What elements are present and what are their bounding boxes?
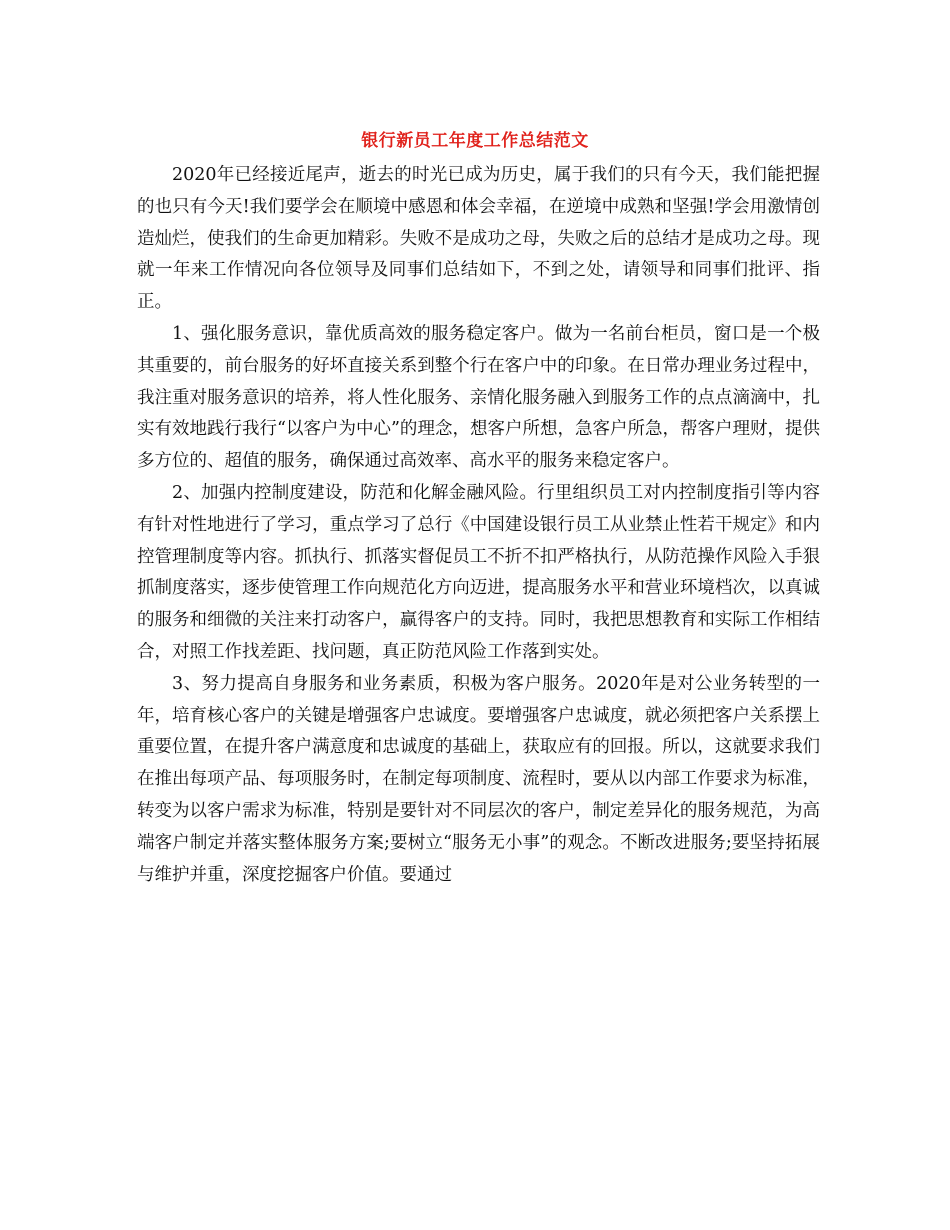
paragraph-section-1: 1、强化服务意识，靠优质高效的服务稳定客户。做为一名前台柜员，窗口是一个极其重要的，前台服务的好坏直接关系到整个行在客户中的印象。在日常办理业务过程中，我注重对服务意识的培养，将人性化服务、亲情化服务融入到服务工作的点点滴滴中，扎实有效地践行我行“以客户为中心”的理念，想客户所想，急客户所急，帮客户理财，提供多方位的、超值的服务，确保通过高效率、高水平的服务来稳定客户。 [137, 323, 820, 472]
document-title: 银行新员工年度工作总结范文 [361, 131, 589, 151]
paragraph-section-2: 2、加强内控制度建设，防范和化解金融风险。行里组织员工对内控制度指引等内容有针对性地进行了学习，重点学习了总行《中国建设银行员工从业禁止性若干规定》和内控管理制度等内容。抓执行、抓落实督促员工不折不扣严格执行，从防范操作风险入手狠抓制度落实，逐步使管理工作向规范化方向迈进，提高服务水平和营业环境档次，以真诚的服务和细微的关注来打动客户，赢得客户的支持。同时，我把思想教育和实际工作相结合，对照工作找差距、找问题，真正防范风险工作落到实处。 [137, 482, 820, 662]
paragraph-section-3: 3、努力提高自身服务和业务素质，积极为客户服务。2020年是对公业务转型的一年，培育核心客户的关键是增强客户忠诚度。要增强客户忠诚度，就必须把客户关系摆上重要位置，在提升客户满意度和忠诚度的基础上，获取应有的回报。所以，这就要求我们在推出每项产品、每项服务时，在制定每项制度、流程时，要从以内部工作要求为标准，转变为以客户需求为标准，特别是要针对不同层次的客户，制定差异化的服务规范，为高端客户制定并落实整体服务方案;要树立“服务无小事”的观念。不断改进服务;要坚持拓展与维护并重，深度挖掘客户价值。要通过 [137, 673, 820, 885]
document-body [137, 160, 820, 891]
paragraph-intro: 2020年已经接近尾声，逝去的时光已成为历史，属于我们的只有今天，我们能把握的也只有今天!我们要学会在顺境中感恩和体会幸福，在逆境中成熟和坚强!学会用激情创造灿烂，使我们的生命更加精彩。失败不是成功之母，失败之后的总结才是成功之母。现就一年来工作情况向各位领导及同事们总结如下，不到之处，请领导和同事们批评、指正。 [137, 165, 820, 313]
